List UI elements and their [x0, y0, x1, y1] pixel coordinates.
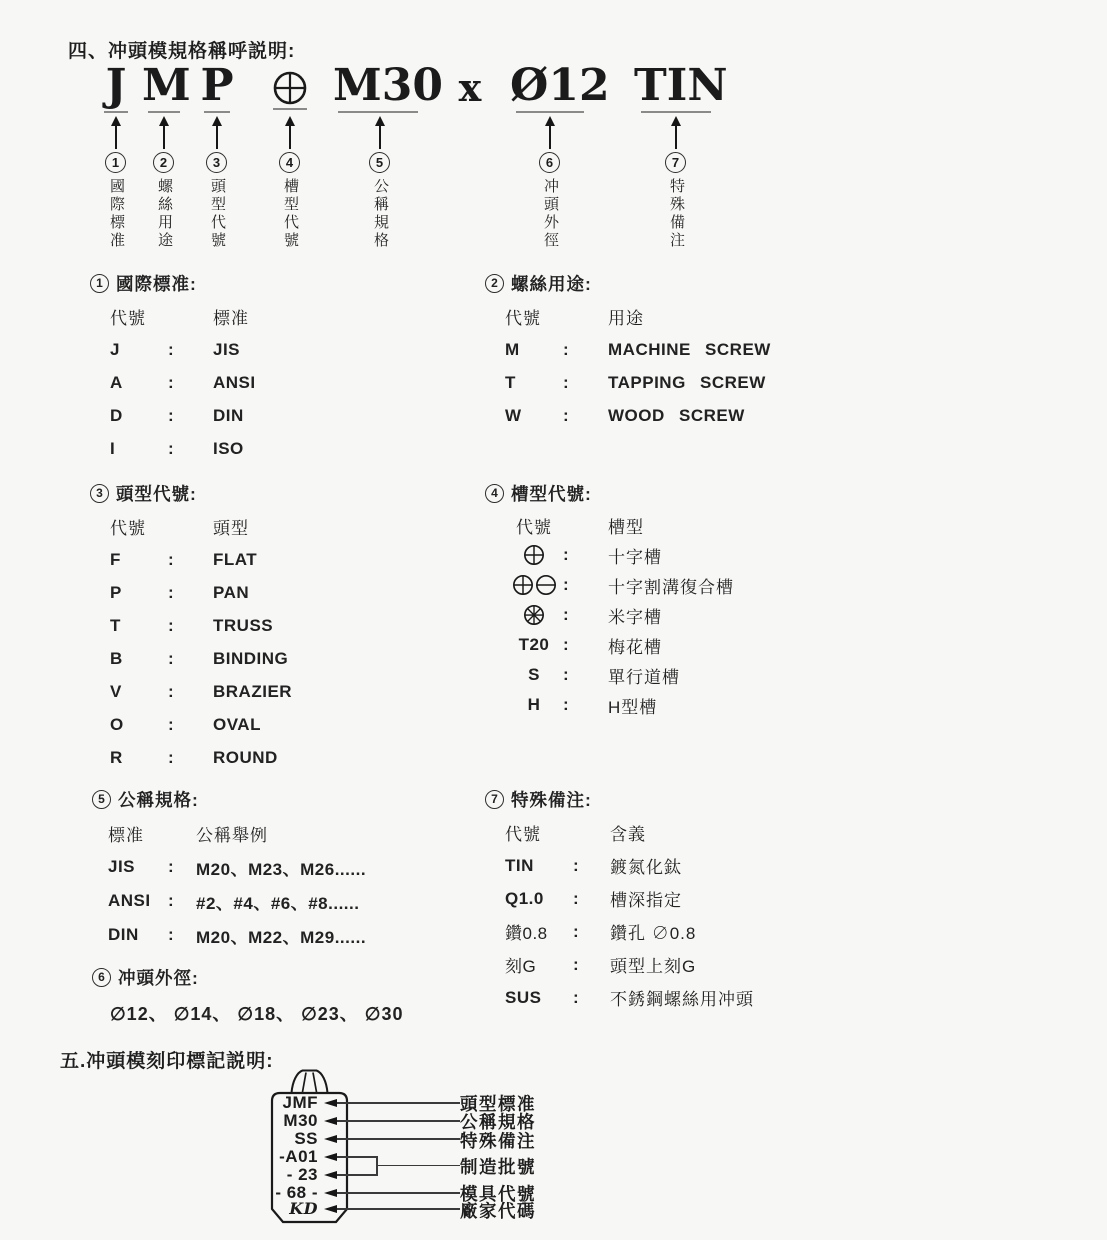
diameter-values: ∅12、 ∅14、 ∅18、 ∅23、 ∅30: [110, 1004, 404, 1024]
underline: [148, 111, 180, 113]
formula-glyph: Ø12: [510, 60, 610, 111]
arrow-up-icon: [284, 116, 296, 149]
formula-part-head: [197, 60, 237, 113]
table-row: A : ANSI: [110, 372, 256, 392]
section-heading: 螺絲用途:: [511, 273, 592, 294]
formula-part-nominal: [333, 60, 443, 113]
stamp-line: SS: [294, 1129, 318, 1148]
table-row: Q1.0 : 槽深指定: [505, 888, 682, 910]
connector-line: [337, 1102, 460, 1104]
formula-label-vertical: 特殊備注: [668, 178, 685, 250]
arrow-up-icon: [158, 116, 170, 149]
section-heading: 槽型代號:: [511, 483, 592, 504]
table-row: M : MACHINE SCREW: [505, 339, 771, 359]
eight-spoke-slot-icon: [523, 604, 545, 626]
table-row: S : 單行道槽: [528, 665, 680, 687]
formula-part-usage: [142, 60, 191, 113]
marking-label: 模具代號: [460, 1184, 536, 1204]
circled-number-badge: 5: [92, 790, 111, 809]
formula-glyph: x: [458, 65, 482, 110]
table-row: T : TRUSS: [110, 615, 274, 635]
column-header: 代號: [505, 309, 541, 328]
underline: [273, 108, 307, 110]
section-punch-diameter: [92, 966, 404, 1026]
section-head-type: [90, 482, 292, 774]
connector-line: [337, 1156, 377, 1158]
circled-number-badge: 2: [485, 274, 504, 293]
circled-number-badge: 7: [665, 152, 686, 173]
underline: [104, 111, 128, 113]
arrow-up-icon: [110, 116, 122, 149]
table-header-row: [92, 816, 366, 850]
arrow-left-icon: [324, 1153, 337, 1161]
formula-label-vertical: 槽型代號: [282, 178, 299, 250]
cross-slot-icon: [273, 71, 307, 105]
table-header-row: [485, 510, 734, 540]
table-row: 刻G : 頭型上刻G: [505, 954, 697, 976]
marking-label: 特殊備注: [460, 1131, 536, 1151]
cross-slot-icon: [523, 544, 545, 566]
table-row: : 米字槽: [485, 600, 734, 630]
table-header-row: [90, 300, 256, 333]
underline: [204, 111, 230, 113]
section-screw-usage: [485, 272, 771, 432]
underline: [338, 111, 418, 113]
section-heading: 冲頭外徑:: [118, 967, 199, 988]
table-row: B : BINDING: [110, 648, 289, 668]
formula-part-intl: [96, 60, 136, 113]
table-row: ANSI : #2、#4、#6、#8......: [108, 891, 360, 913]
marking-label: 頭型標准: [460, 1094, 536, 1114]
arrow-left-icon: [324, 1099, 337, 1107]
table-row: I : ISO: [110, 438, 244, 458]
table-row: J : JIS: [110, 339, 241, 359]
column-header: 頭型: [213, 519, 249, 538]
table-row: F : FLAT: [110, 549, 258, 569]
formula-label-vertical: 國際標准: [108, 178, 125, 250]
table-row: T : TAPPING SCREW: [505, 372, 766, 392]
table-row: W : WOOD SCREW: [505, 405, 745, 425]
column-header: 標准: [213, 309, 249, 328]
connector-line: [337, 1192, 460, 1194]
column-header: 代號: [110, 309, 146, 328]
minus-slot-icon: [535, 574, 557, 596]
table-row: : 十字槽: [485, 540, 734, 570]
section-heading: 公稱規格:: [118, 789, 199, 810]
table-row: JIS : M20、M23、M26......: [108, 857, 367, 879]
column-header: 代號: [505, 825, 541, 844]
formula-label-vertical: 頭型代號: [209, 178, 226, 250]
arrow-left-icon: [324, 1171, 337, 1179]
section-heading: 頭型代號:: [116, 483, 197, 504]
circled-number-badge: 1: [90, 274, 109, 293]
table-header-row: [485, 300, 771, 333]
arrow-left-icon: [324, 1117, 337, 1125]
circled-number-badge: 4: [485, 484, 504, 503]
arrow-up-icon: [211, 116, 223, 149]
arrow-up-icon: [374, 116, 386, 149]
column-header: 代號: [110, 519, 146, 538]
circled-number-badge: 7: [485, 790, 504, 809]
circled-number-badge: 4: [279, 152, 300, 173]
formula-part-diameter: [510, 60, 610, 113]
formula-glyph: TIN: [634, 60, 728, 111]
section-heading: 國際標准:: [116, 273, 197, 294]
formula-part-remark: [634, 60, 728, 113]
stamp-line: - 23: [286, 1165, 318, 1184]
stamp-line: -A01: [279, 1147, 318, 1166]
arrow-up-icon: [670, 116, 682, 149]
formula-glyph: M30: [333, 60, 443, 111]
formula-part-slot: [273, 64, 307, 110]
section-nominal-spec: [92, 788, 366, 952]
section-slot-type: [485, 482, 734, 720]
formula-glyph: M: [142, 60, 191, 111]
formula-label-vertical: 螺絲用途: [156, 178, 173, 250]
marking-label: 公稱規格: [460, 1112, 536, 1132]
table-row: : 十字割溝復合槽: [485, 570, 734, 600]
formula-glyph: J: [105, 60, 127, 111]
connector-line: [337, 1120, 460, 1122]
section-special-remarks: [485, 788, 754, 1014]
formula-separator-x: [455, 64, 485, 112]
column-header: 槽型: [608, 517, 644, 537]
table-row: TIN : 鍍氮化鈦: [505, 855, 682, 877]
table-row: D : DIN: [110, 405, 244, 425]
circled-number-badge: 6: [539, 152, 560, 173]
section-intl-standard: [90, 272, 256, 465]
table-row: SUS : 不銹鋼螺絲用冲頭: [505, 987, 754, 1009]
circled-number-badge: 1: [105, 152, 126, 173]
circled-number-badge: 3: [90, 484, 109, 503]
stamp-line-maker: KD: [289, 1199, 318, 1218]
arrow-left-icon: [324, 1189, 337, 1197]
connector-line: [337, 1208, 460, 1210]
table-row: 鑽0.8 : 鑽孔 ∅0.8: [505, 921, 697, 943]
column-header: 用途: [608, 309, 644, 328]
connector-line: [337, 1174, 377, 1176]
column-header: 公稱舉例: [196, 825, 268, 845]
connector-line: [377, 1165, 460, 1167]
punch-marking-diagram: [250, 1062, 890, 1237]
marking-label: 制造批號: [460, 1157, 536, 1177]
marking-section-title: 五.冲頭模刻印標記説明:: [60, 1051, 274, 1072]
stamp-line: JMF: [282, 1093, 318, 1112]
circled-number-badge: 2: [153, 152, 174, 173]
circled-number-badge: 3: [206, 152, 227, 173]
connector-line: [337, 1138, 460, 1140]
table-row: DIN : M20、M22、M29......: [108, 925, 367, 947]
stamp-line: - 68 -: [275, 1183, 318, 1202]
underline: [516, 111, 584, 113]
underline: [641, 111, 711, 113]
circled-number-badge: 6: [92, 968, 111, 987]
marking-label: 廠家代碼: [460, 1201, 536, 1221]
table-row: R : ROUND: [110, 747, 278, 767]
table-row: P : PAN: [110, 582, 250, 602]
section-heading: 特殊備注:: [511, 789, 592, 810]
formula-glyph: P: [200, 60, 234, 111]
cross-slot-icon: [512, 574, 534, 596]
table-row: T20 : 梅花槽: [518, 635, 662, 657]
table-row: O : OVAL: [110, 714, 261, 734]
arrow-left-icon: [324, 1205, 337, 1213]
table-row: V : BRAZIER: [110, 681, 293, 701]
page-title: 四、冲頭模規格稱呼説明:: [68, 41, 296, 62]
arrow-up-icon: [544, 116, 556, 149]
arrow-left-icon: [324, 1135, 337, 1143]
stamp-line: M30: [283, 1111, 318, 1130]
circled-number-badge: 5: [369, 152, 390, 173]
formula-label-vertical: 公稱規格: [372, 178, 389, 250]
column-header: 含義: [610, 825, 646, 844]
table-header-row: [485, 816, 754, 849]
table-row: H : H型槽: [527, 695, 658, 717]
table-header-row: [90, 510, 292, 543]
column-header: 標准: [108, 825, 144, 845]
column-header: 代號: [516, 517, 552, 537]
formula-label-vertical: 冲頭外徑: [542, 178, 559, 250]
